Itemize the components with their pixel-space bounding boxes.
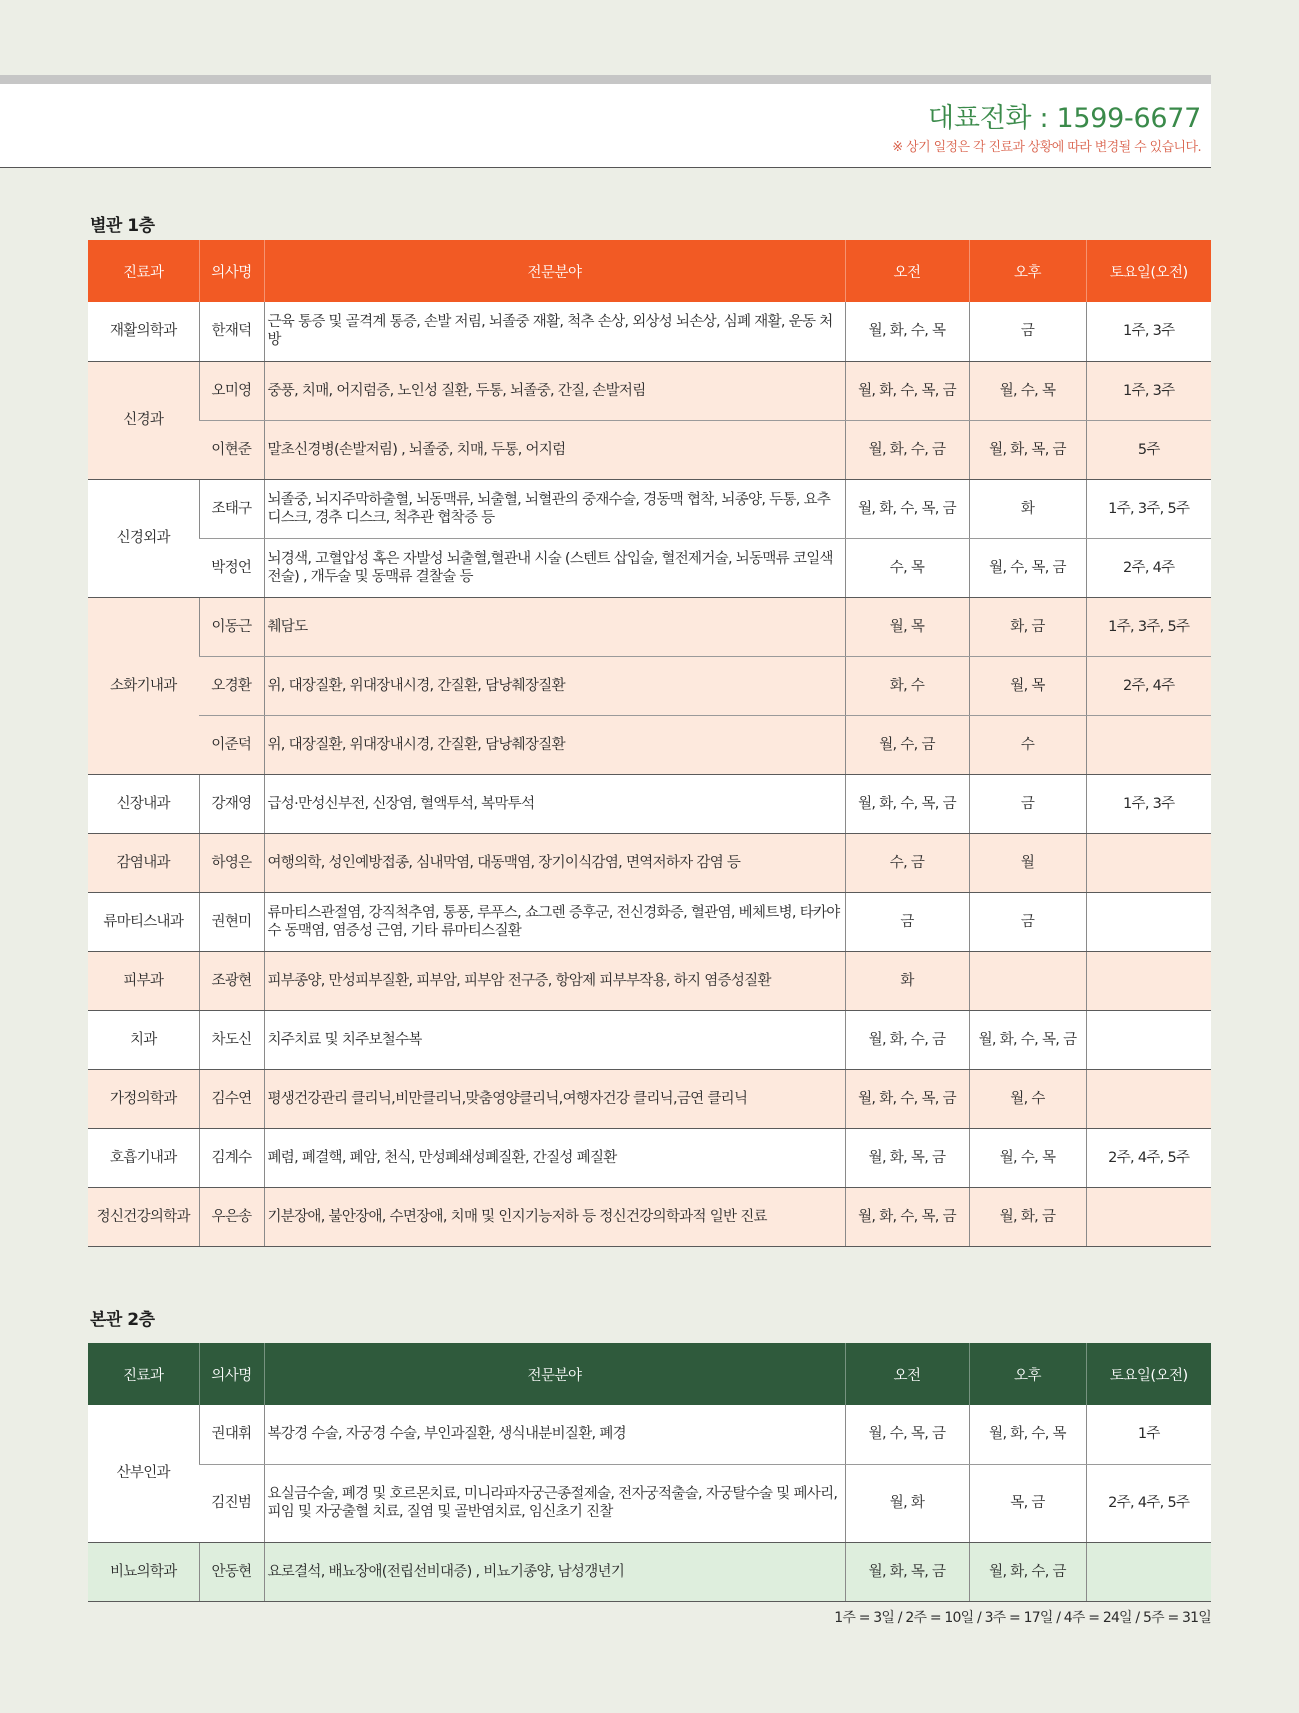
saturday-cell — [1086, 892, 1211, 951]
table-row — [88, 597, 1211, 656]
dept-cell: 신경외과 — [88, 479, 199, 597]
specialty-cell: 여행의학, 성인예방접종, 심내막염, 대동맥염, 장기이식감염, 면역저하자 감염 등 — [264, 833, 845, 892]
afternoon-cell: 금 — [969, 892, 1086, 951]
afternoon-cell: 월, 화, 수, 목 — [969, 1405, 1086, 1464]
afternoon-cell: 월, 수, 목, 금 — [969, 538, 1086, 597]
specialty-cell: 요로결석, 배뇨장애(전립선비대증) , 비뇨기종양, 남성갱년기 — [264, 1542, 845, 1601]
doctor-name-cell: 차도신 — [199, 1010, 264, 1069]
dept-cell: 피부과 — [88, 951, 199, 1010]
morning-cell: 월, 화, 수, 목, 금 — [845, 1069, 969, 1128]
afternoon-cell: 월, 화, 수, 목, 금 — [969, 1010, 1086, 1069]
table-header-row — [88, 240, 1211, 302]
doctor-name-cell: 오미영 — [199, 361, 264, 420]
specialty-cell: 근육 통증 및 골격계 통증, 손발 저림, 뇌졸중 재활, 척추 손상, 외상성 뇌손상, 심폐 재활, 운동 처방 — [264, 302, 845, 361]
saturday-cell — [1086, 833, 1211, 892]
morning-cell: 월, 화, 수, 목, 금 — [845, 1187, 969, 1246]
saturday-cell: 1주, 3주 — [1086, 302, 1211, 361]
col-header-morning: 오전 — [845, 240, 969, 302]
morning-cell: 월, 화, 수, 금 — [845, 420, 969, 479]
top-gray-bar — [0, 75, 1211, 84]
table-row — [88, 1010, 1211, 1069]
doctor-name-cell: 안동현 — [199, 1542, 264, 1601]
morning-cell: 월, 수, 금 — [845, 715, 969, 774]
afternoon-cell: 화 — [969, 479, 1086, 538]
saturday-cell: 5주 — [1086, 420, 1211, 479]
dept-cell: 신장내과 — [88, 774, 199, 833]
schedule-table-annex-1f — [88, 240, 1211, 1247]
specialty-cell: 평생건강관리 클리닉,비만클리닉,맞춤영양클리닉,여행자건강 클리닉,금연 클리닉 — [264, 1069, 845, 1128]
specialty-cell: 폐렴, 폐결핵, 폐암, 천식, 만성폐쇄성폐질환, 간질성 폐질환 — [264, 1128, 845, 1187]
saturday-cell: 1주, 3주 — [1086, 774, 1211, 833]
saturday-cell — [1086, 1187, 1211, 1246]
morning-cell: 월, 화 — [845, 1464, 969, 1542]
saturday-cell: 2주, 4주 — [1086, 656, 1211, 715]
table-row — [88, 538, 1211, 597]
afternoon-cell: 목, 금 — [969, 1464, 1086, 1542]
afternoon-cell: 금 — [969, 302, 1086, 361]
morning-cell: 수, 금 — [845, 833, 969, 892]
saturday-cell — [1086, 1542, 1211, 1601]
table-row — [88, 774, 1211, 833]
col-header-specialty: 전문분야 — [264, 240, 845, 302]
saturday-cell — [1086, 951, 1211, 1010]
morning-cell: 월, 목 — [845, 597, 969, 656]
doctor-name-cell: 강재영 — [199, 774, 264, 833]
saturday-cell: 2주, 4주 — [1086, 538, 1211, 597]
doctor-name-cell: 김계수 — [199, 1128, 264, 1187]
table-row — [88, 479, 1211, 538]
dept-cell: 비뇨의학과 — [88, 1542, 199, 1601]
doctor-name-cell: 조광현 — [199, 951, 264, 1010]
specialty-cell: 기분장애, 불안장애, 수면장애, 치매 및 인지기능저하 등 정신건강의학과적 일반 진료 — [264, 1187, 845, 1246]
morning-cell: 월, 화, 목, 금 — [845, 1128, 969, 1187]
doctor-name-cell: 이현준 — [199, 420, 264, 479]
specialty-cell: 말초신경병(손발저림) , 뇌졸중, 치매, 두통, 어지럼 — [264, 420, 845, 479]
table-row — [88, 361, 1211, 420]
doctor-name-cell: 이준덕 — [199, 715, 264, 774]
specialty-cell: 중풍, 치매, 어지럼증, 노인성 질환, 두통, 뇌졸중, 간질, 손발저림 — [264, 361, 845, 420]
afternoon-cell: 금 — [969, 774, 1086, 833]
afternoon-cell: 월, 수 — [969, 1069, 1086, 1128]
saturday-cell: 2주, 4주, 5주 — [1086, 1128, 1211, 1187]
phone-number: 대표전화 : 1599-6677 — [928, 103, 1201, 134]
afternoon-cell — [969, 951, 1086, 1010]
table-row — [88, 302, 1211, 361]
saturday-cell: 2주, 4주, 5주 — [1086, 1464, 1211, 1542]
afternoon-cell: 월 — [969, 833, 1086, 892]
saturday-cell: 1주 — [1086, 1405, 1211, 1464]
table-row — [88, 951, 1211, 1010]
schedule-table-main-2f — [88, 1343, 1211, 1602]
table-row — [88, 1405, 1211, 1464]
doctor-name-cell: 하영은 — [199, 833, 264, 892]
morning-cell: 월, 화, 수, 금 — [845, 1010, 969, 1069]
col-header-dept: 진료과 — [122, 1367, 164, 1384]
dept-cell: 류마티스내과 — [88, 892, 199, 951]
afternoon-cell: 월, 수, 목 — [969, 1128, 1086, 1187]
dept-cell: 소화기내과 — [88, 597, 199, 774]
afternoon-cell: 수 — [969, 715, 1086, 774]
specialty-cell: 위, 대장질환, 위대장내시경, 간질환, 담낭췌장질환 — [264, 715, 845, 774]
afternoon-cell: 월, 화, 목, 금 — [969, 420, 1086, 479]
dept-cell: 감염내과 — [88, 833, 199, 892]
morning-cell: 월, 화, 수, 목, 금 — [845, 479, 969, 538]
table-row — [88, 1128, 1211, 1187]
morning-cell: 월, 화, 수, 목 — [845, 302, 969, 361]
page-header — [0, 84, 1211, 168]
section-title-main-2f: 본관 2층 — [90, 1310, 155, 1330]
table-row — [88, 715, 1211, 774]
col-header-doctor: 의사명 — [199, 240, 264, 302]
saturday-cell — [1086, 715, 1211, 774]
morning-cell: 월, 화, 수, 목, 금 — [845, 774, 969, 833]
saturday-cell: 1주, 3주 — [1086, 361, 1211, 420]
doctor-name-cell: 김수연 — [199, 1069, 264, 1128]
dept-cell: 정신건강의학과 — [88, 1187, 199, 1246]
col-header-doctor: 의사명 — [199, 1343, 264, 1405]
schedule-change-note: ※ 상기 일정은 각 진료과 상황에 따라 변경될 수 있습니다. — [892, 140, 1201, 155]
table-row — [88, 1464, 1211, 1542]
dept-cell: 가정의학과 — [88, 1069, 199, 1128]
morning-cell: 월, 화, 목, 금 — [845, 1542, 969, 1601]
col-header-afternoon: 오후 — [969, 1343, 1086, 1405]
morning-cell: 수, 목 — [845, 538, 969, 597]
doctor-name-cell: 권대휘 — [199, 1405, 264, 1464]
specialty-cell: 류마티스관절염, 강직척추염, 통풍, 루푸스, 쇼그렌 증후군, 전신경화증, 혈관염, 베체트병, 타카야수 동맥염, 염증성 근염, 기타 류마티스질환 — [264, 892, 845, 951]
table-row — [88, 420, 1211, 479]
afternoon-cell: 월, 수, 목 — [969, 361, 1086, 420]
doctor-name-cell: 우은송 — [199, 1187, 264, 1246]
col-header-saturday: 토요일(오전) — [1086, 1343, 1211, 1405]
dept-cell: 치과 — [88, 1010, 199, 1069]
col-header-saturday: 토요일(오전) — [1086, 240, 1211, 302]
table-header-row — [88, 1343, 1211, 1405]
morning-cell: 화 — [845, 951, 969, 1010]
afternoon-cell: 화, 금 — [969, 597, 1086, 656]
doctor-name-cell: 이동근 — [199, 597, 264, 656]
dept-cell: 호흡기내과 — [88, 1128, 199, 1187]
week-date-footnote: 1주 = 3일 / 2주 = 10일 / 3주 = 17일 / 4주 = 24일 / 5주 = 31일 — [834, 1610, 1211, 1626]
saturday-cell — [1086, 1069, 1211, 1128]
specialty-cell: 뇌경색, 고혈압성 혹은 자발성 뇌출혈,혈관내 시술 (스텐트 삽입술, 혈전제거술, 뇌동맥류 코일색전술) , 개두술 및 동맥류 결찰술 등 — [264, 538, 845, 597]
morning-cell: 화, 수 — [845, 656, 969, 715]
afternoon-cell: 월, 목 — [969, 656, 1086, 715]
doctor-name-cell: 박정언 — [199, 538, 264, 597]
doctor-name-cell: 김진범 — [199, 1464, 264, 1542]
specialty-cell: 뇌졸중, 뇌지주막하출혈, 뇌동맥류, 뇌출혈, 뇌혈관의 중재수술, 경동맥 협착, 뇌종양, 두통, 요추디스크, 경추 디스크, 척추관 협착증 등 — [264, 479, 845, 538]
dept-cell: 신경과 — [88, 361, 199, 479]
specialty-cell: 위, 대장질환, 위대장내시경, 간질환, 담낭췌장질환 — [264, 656, 845, 715]
doctor-name-cell: 조태구 — [199, 479, 264, 538]
table-row — [88, 1542, 1211, 1601]
afternoon-cell: 월, 화, 금 — [969, 1187, 1086, 1246]
table-row — [88, 892, 1211, 951]
morning-cell: 금 — [845, 892, 969, 951]
col-header-specialty: 전문분야 — [264, 1343, 845, 1405]
specialty-cell: 췌담도 — [264, 597, 845, 656]
doctor-name-cell: 한재덕 — [199, 302, 264, 361]
col-header-morning: 오전 — [845, 1343, 969, 1405]
table-row — [88, 656, 1211, 715]
table-row — [88, 833, 1211, 892]
morning-cell: 월, 화, 수, 목, 금 — [845, 361, 969, 420]
dept-cell: 산부인과 — [88, 1405, 199, 1542]
specialty-cell: 급성·만성신부전, 신장염, 혈액투석, 복막투석 — [264, 774, 845, 833]
saturday-cell: 1주, 3주, 5주 — [1086, 597, 1211, 656]
col-header-afternoon: 오후 — [969, 240, 1086, 302]
specialty-cell: 치주치료 및 치주보철수복 — [264, 1010, 845, 1069]
specialty-cell: 요실금수술, 폐경 및 호르몬치료, 미니라파자궁근종절제술, 전자궁적출술, 자궁탈수술 및 페사리, 피임 및 자궁출혈 치료, 질염 및 골반염치료, 임신초기 진찰 — [264, 1464, 845, 1542]
specialty-cell: 복강경 수술, 자궁경 수술, 부인과질환, 생식내분비질환, 폐경 — [264, 1405, 845, 1464]
table-row — [88, 1187, 1211, 1246]
specialty-cell: 피부종양, 만성피부질환, 피부암, 피부암 전구증, 항암제 피부부작용, 하지 염증성질환 — [264, 951, 845, 1010]
col-header-dept: 진료과 — [122, 264, 164, 281]
saturday-cell — [1086, 1010, 1211, 1069]
dept-cell: 재활의학과 — [88, 302, 199, 361]
doctor-name-cell: 권현미 — [199, 892, 264, 951]
afternoon-cell: 월, 화, 수, 금 — [969, 1542, 1086, 1601]
doctor-name-cell: 오경환 — [199, 656, 264, 715]
saturday-cell: 1주, 3주, 5주 — [1086, 479, 1211, 538]
table-row — [88, 1069, 1211, 1128]
section-title-annex-1f: 별관 1층 — [90, 216, 155, 236]
morning-cell: 월, 수, 목, 금 — [845, 1405, 969, 1464]
